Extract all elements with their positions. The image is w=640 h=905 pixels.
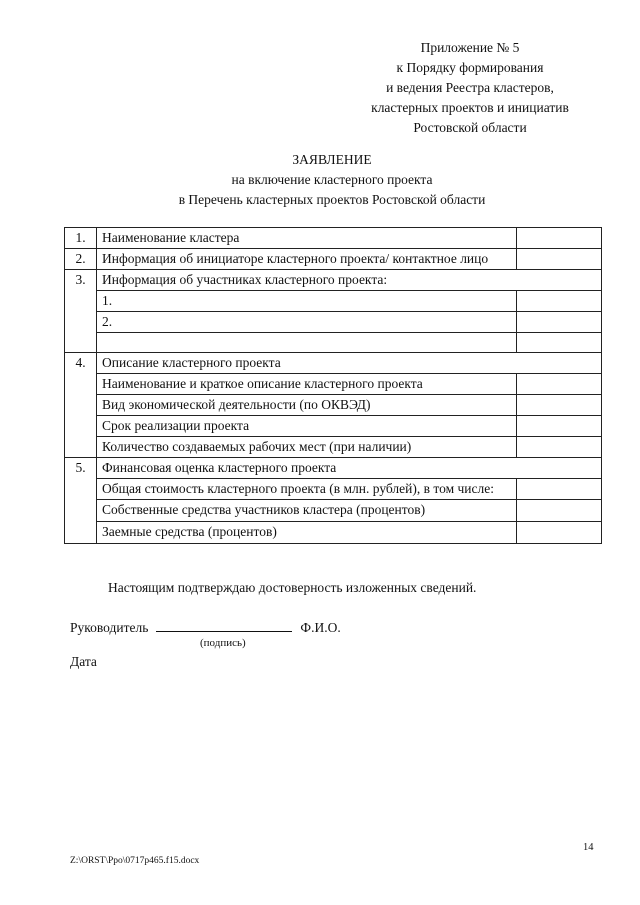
table-row	[65, 374, 602, 395]
appendix-line: кластерных проектов и инициатив	[371, 100, 569, 115]
value-cell[interactable]	[517, 500, 602, 522]
file-path: Z:\ORST\Ppo\0717p465.f15.docx	[70, 856, 200, 866]
signature-fio: Ф.И.О.	[300, 620, 341, 635]
section-label: Описание кластерного проекта	[97, 353, 602, 374]
signature-block	[70, 619, 341, 636]
value-cell[interactable]	[517, 249, 602, 270]
table-row	[65, 522, 602, 544]
table-row	[65, 270, 602, 291]
row-label: Наименование кластера	[97, 228, 517, 249]
value-cell[interactable]	[517, 437, 602, 458]
value-cell[interactable]	[517, 479, 602, 500]
section-label: Информация об участниках кластерного проекта:	[97, 270, 602, 291]
row-number: 1.	[65, 228, 97, 249]
table-row	[65, 312, 602, 333]
document-subtitle: в Перечень кластерных проектов Ростовской области	[178, 192, 486, 207]
value-cell[interactable]	[517, 312, 602, 333]
table-row	[65, 437, 602, 458]
row-label: Количество создаваемых рабочих мест (при наличии)	[97, 437, 517, 458]
value-cell[interactable]	[517, 228, 602, 249]
date-label: Дата	[70, 654, 97, 669]
row-number: 5.	[65, 458, 97, 544]
value-cell[interactable]	[517, 333, 602, 353]
row-number: 3.	[65, 270, 97, 353]
appendix-line: и ведения Реестра кластеров,	[386, 80, 554, 95]
row-label: Наименование и краткое описание кластерного проекта	[97, 374, 517, 395]
document-heading	[100, 150, 564, 210]
row-label: 2.	[97, 312, 517, 333]
row-label: Общая стоимость кластерного проекта (в млн. рублей), в том числе:	[97, 479, 517, 500]
row-label: Информация об инициаторе кластерного проекта/ контактное лицо	[97, 249, 517, 270]
table-row	[65, 353, 602, 374]
row-number: 4.	[65, 353, 97, 458]
signature-line[interactable]	[156, 619, 292, 632]
table-row	[65, 228, 602, 249]
row-label: Срок реализации проекта	[97, 416, 517, 437]
row-number: 2.	[65, 249, 97, 270]
document-title: ЗАЯВЛЕНИЕ	[292, 152, 372, 167]
appendix-line: Ростовской области	[413, 120, 527, 135]
signature-label: Руководитель	[70, 620, 149, 635]
table-row	[65, 479, 602, 500]
table-row	[65, 333, 602, 353]
document-subtitle: на включение кластерного проекта	[231, 172, 433, 187]
page-number: 14	[583, 842, 594, 853]
table-row	[65, 249, 602, 270]
row-label: Заемные средства (процентов)	[97, 522, 517, 544]
value-cell[interactable]	[517, 395, 602, 416]
row-label: 1.	[97, 291, 517, 312]
table-row	[65, 458, 602, 479]
table-row	[65, 500, 602, 522]
appendix-header	[340, 38, 600, 138]
signature-hint: (подпись)	[200, 637, 246, 649]
section-label: Финансовая оценка кластерного проекта	[97, 458, 602, 479]
application-form-table	[64, 227, 602, 544]
appendix-line: к Порядку формирования	[396, 60, 544, 75]
confirmation-statement: Настоящим подтверждаю достоверность изложенных сведений.	[108, 580, 477, 595]
row-label: Вид экономической деятельности (по ОКВЭД)	[97, 395, 517, 416]
appendix-line: Приложение № 5	[420, 40, 520, 55]
table-row	[65, 291, 602, 312]
value-cell[interactable]	[517, 374, 602, 395]
value-cell[interactable]	[517, 291, 602, 312]
row-label: Собственные средства участников кластера (процентов)	[97, 500, 517, 522]
table-row	[65, 416, 602, 437]
value-cell[interactable]	[517, 416, 602, 437]
value-cell[interactable]	[517, 522, 602, 544]
table-row	[65, 395, 602, 416]
row-label	[97, 333, 517, 353]
